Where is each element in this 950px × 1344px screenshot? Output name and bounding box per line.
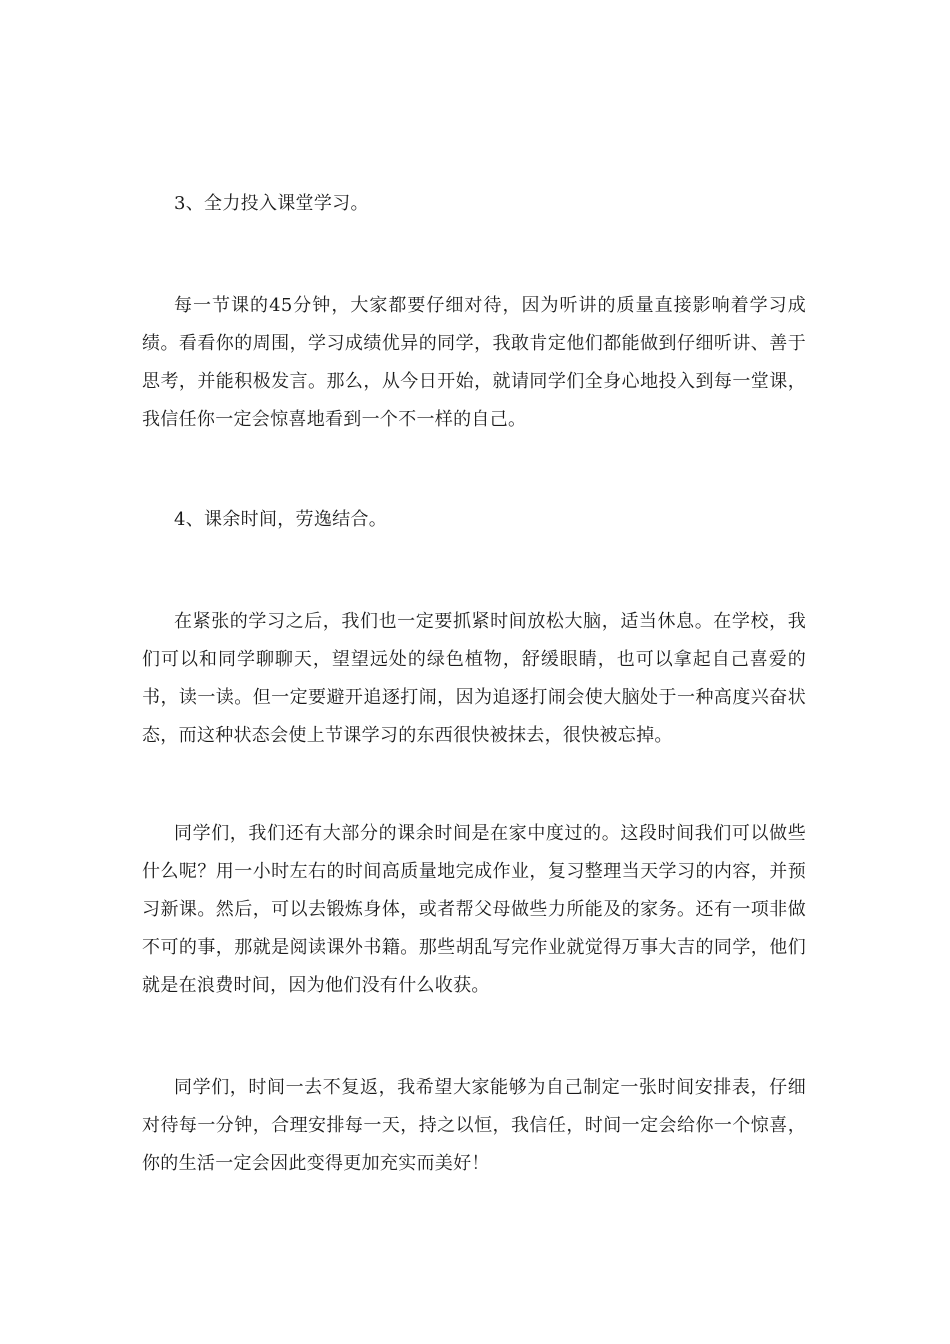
paragraph-rest-at-school: 在紧张的学习之后，我们也一定要抓紧时间放松大脑，适当休息。在学校，我们可以和同学聊聊天，望望远处的绿色植物，舒缓眼睛，也可以拿起自己喜爱的书，读一读。但一定要避开追逐打闹，因为追逐打闹会使大脑处于一种高度兴奋状态，而这种状态会使上节课学习的东西很快被抹去，很快被忘掉。 [142,611,806,746]
section-heading-class-study: 3、全力投入课堂学习。 [174,193,369,214]
paragraph-conclusion: 同学们，时间一去不复返，我希望大家能够为自己制定一张时间安排表，仔细对待每一分钟，合理安排每一天，持之以恒，我信任，时间一定会给你一个惊喜，你的生活一定会因此变得更加充实而美好！ [142,1077,806,1174]
paragraph-time-at-home: 同学们，我们还有大部分的课余时间是在家中度过的。这段时间我们可以做些什么呢？用一小时左右的时间高质量地完成作业，复习整理当天学习的内容，并预习新课。然后，可以去锻炼身体，或者帮父母做些力所能及的家务。还有一项非做不可的事，那就是阅读课外书籍。那些胡乱写完作业就觉得万事大吉的同学，他们就是在浪费时间，因为他们没有什么收获。 [142,823,806,996]
paragraph-class-study: 每一节课的45分钟，大家都要仔细对待，因为听讲的质量直接影响着学习成绩。看看你的周围，学习成绩优异的同学，我敢肯定他们都能做到仔细听讲、善于思考，并能积极发言。那么，从今日开始，就请同学们全身心地投入到每一堂课，我信任你一定会惊喜地看到一个不一样的自己。 [142,295,806,430]
section-heading-spare-time: 4、课余时间，劳逸结合。 [174,509,388,530]
